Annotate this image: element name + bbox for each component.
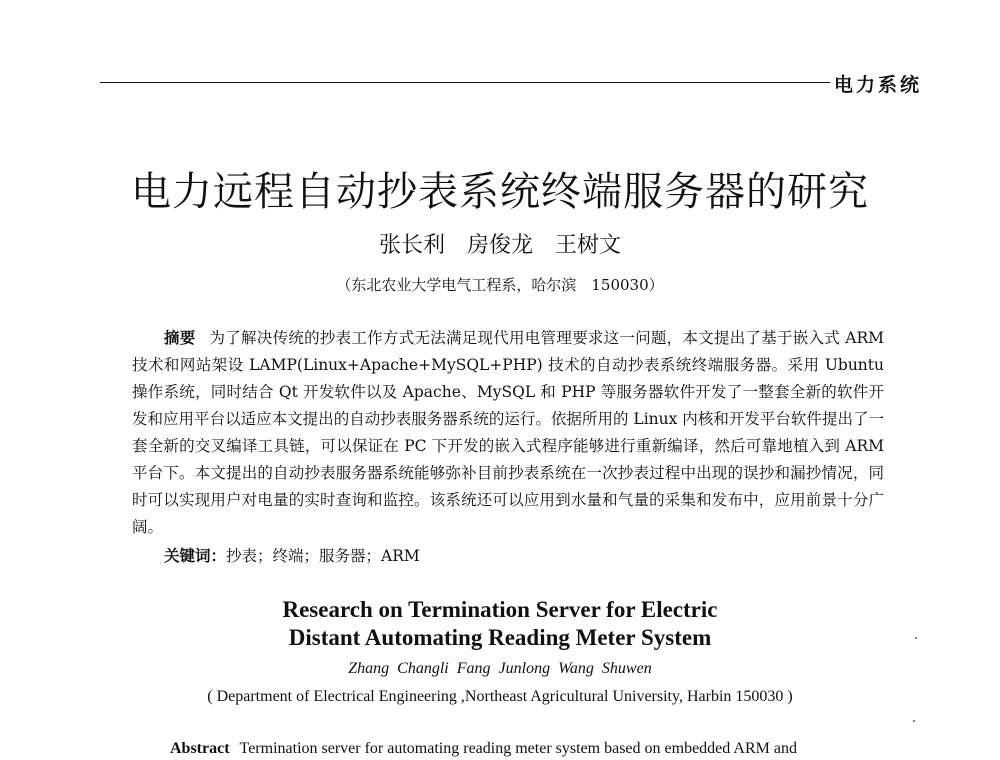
- chinese-affiliation: （东北农业大学电气工程系，哈尔滨 150030）: [336, 276, 664, 294]
- chinese-abstract: [132, 324, 884, 541]
- scan-speck: [915, 637, 917, 639]
- chinese-abstract-text: 为了解决传统的抄表工作方式无法满足现代用电管理要求这一问题，本文提出了基于嵌入式 ARM 技术和网站架设 LAMP(Linux+Apache+MySQL+PHP) 技术的自动抄表系统终端服务器。采用 Ubuntu 操作系统，同时结合 Qt 开发软件以及 Apache、MySQL 和 PHP 等服务器软件开发了一整套全新的软件开发和应用平台以适应本文提出的自动抄表服务器系统的运行。依据所用的 Linux 内核和开发平台软件提出了一套全新的交叉编译工具链，可以保证在 PC 下开发的嵌入式程序能够进行重新编译，然后可靠地植入到 ARM 平台下。本文提出的自动抄表服务器系统能够弥补目前抄表系统在一次抄表过程中出现的误抄和漏抄情况，同时可以实现用户对电量的实时查询和监控。该系统还可以应用到水量和气量的采集和发布中，应用前景十分广阔。: [132, 329, 884, 536]
- chinese-keywords-text: 抄表；终端；服务器；ARM: [226, 547, 420, 565]
- chinese-keywords: [164, 544, 420, 566]
- english-abstract: [170, 740, 930, 758]
- scan-speck: [913, 720, 915, 722]
- english-title: [0, 596, 1000, 652]
- english-affiliation: ( Department of Electrical Engineering ,Northeast Agricultural University, Harbin 150030 ): [207, 688, 793, 705]
- english-abstract-text: Termination server for automating reading meter system based on embedded ARM and: [239, 740, 797, 757]
- english-title-line-2: Distant Automating Reading Meter System: [288, 625, 712, 650]
- chinese-keywords-label: 关键词：: [164, 546, 227, 565]
- chinese-authors: 张长利 房俊龙 王树文: [378, 233, 621, 258]
- english-authors: Zhang Changli Fang Junlong Wang Shuwen: [348, 660, 652, 677]
- english-title-line-1: Research on Termination Server for Electric: [282, 597, 718, 622]
- english-abstract-label: Abstract: [170, 740, 230, 757]
- section-label: 电力系统: [834, 74, 923, 96]
- header-rule: [100, 82, 830, 83]
- page-title: 电力远程自动抄表系统终端服务器的研究: [131, 169, 869, 215]
- chinese-abstract-label: 摘要: [164, 328, 196, 347]
